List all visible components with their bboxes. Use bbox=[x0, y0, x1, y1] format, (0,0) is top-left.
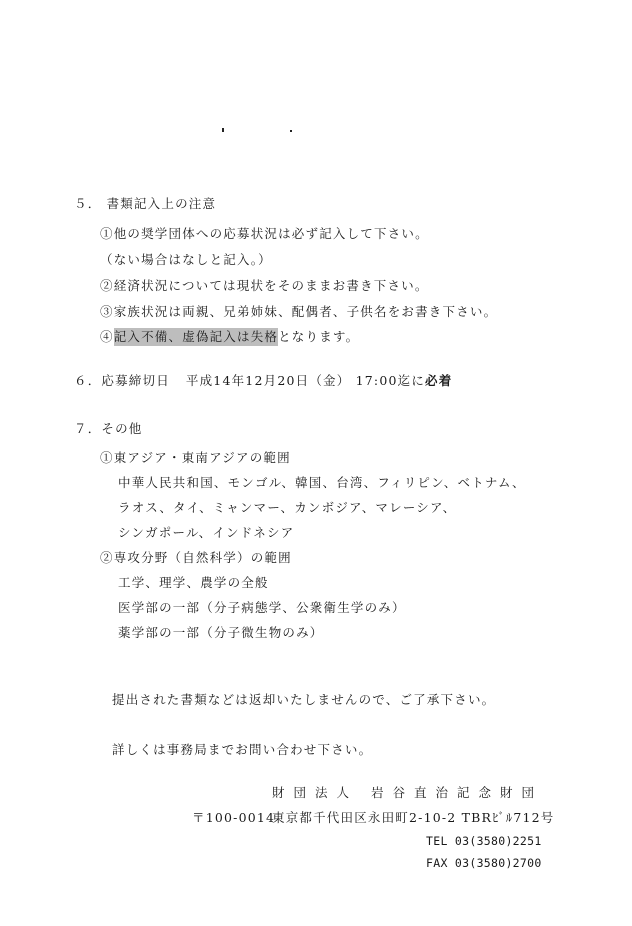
address: 東京都千代田区永田町2-10-2 TBRﾋﾞﾙ712号 bbox=[272, 810, 555, 825]
section-5-item-2: ②経済状況については現状をそのままお書き下さい。 bbox=[100, 278, 429, 293]
section-5-item-3: ③家族状況は両親、兄弟姉妹、配偶者、子供名をお書き下さい。 bbox=[100, 304, 498, 319]
scan-speck bbox=[222, 128, 224, 132]
telephone: TEL 03(3580)2251 bbox=[426, 834, 542, 848]
section-5-heading: ５． 書類記入上の注意 bbox=[74, 196, 217, 211]
deadline-arrival: 必着 bbox=[425, 373, 453, 388]
field-line-3: 薬学部の一部（分子微生物のみ） bbox=[118, 625, 324, 640]
deadline-text: 平成14年12月20日（金） 17:00迄に bbox=[185, 373, 426, 388]
contact-notice: 詳しくは事務局までお問い合わせ下さい。 bbox=[112, 742, 373, 757]
region-line-3: シンガポール、インドネシア bbox=[118, 525, 295, 540]
return-notice: 提出された書類などは返却いたしませんので、ご了承下さい。 bbox=[112, 692, 496, 707]
item-4-suffix: となります。 bbox=[278, 329, 360, 344]
section-6-heading: ６．応募締切日 bbox=[74, 373, 170, 388]
section-5-item-1-note: （ない場合はなしと記入。） bbox=[100, 252, 272, 267]
item-4-prefix: ④ bbox=[100, 329, 114, 344]
section-7-heading: ７．その他 bbox=[74, 421, 143, 436]
field-line-2: 医学部の一部（分子病態学、公衆衛生学のみ） bbox=[118, 600, 406, 615]
field-title: ②専攻分野（自然科学）の範囲 bbox=[100, 550, 292, 565]
scan-speck bbox=[290, 130, 292, 132]
region-line-2: ラオス、タイ、ミャンマー、カンボジア、マレーシア、 bbox=[118, 500, 457, 515]
region-title: ①東アジア・東南アジアの範囲 bbox=[100, 450, 291, 465]
highlighted-warning: 記入不備、虚偽記入は失格 bbox=[113, 329, 279, 344]
fax: FAX 03(3580)2700 bbox=[426, 856, 542, 870]
organization-name: 財団法人 岩谷直治記念財団 bbox=[272, 785, 543, 800]
section-5-item-4 bbox=[100, 331, 359, 344]
section-6-deadline bbox=[74, 375, 452, 388]
section-5-item-1: ①他の奨学団体への応募状況は必ず記入して下さい。 bbox=[100, 226, 429, 241]
field-line-1: 工学、理学、農学の全般 bbox=[118, 575, 269, 590]
postal-code: 〒100-0014 bbox=[192, 810, 276, 825]
region-line-1: 中華人民共和国、モンゴル、韓国、台湾、フィリピン、ベトナム、 bbox=[118, 475, 526, 490]
